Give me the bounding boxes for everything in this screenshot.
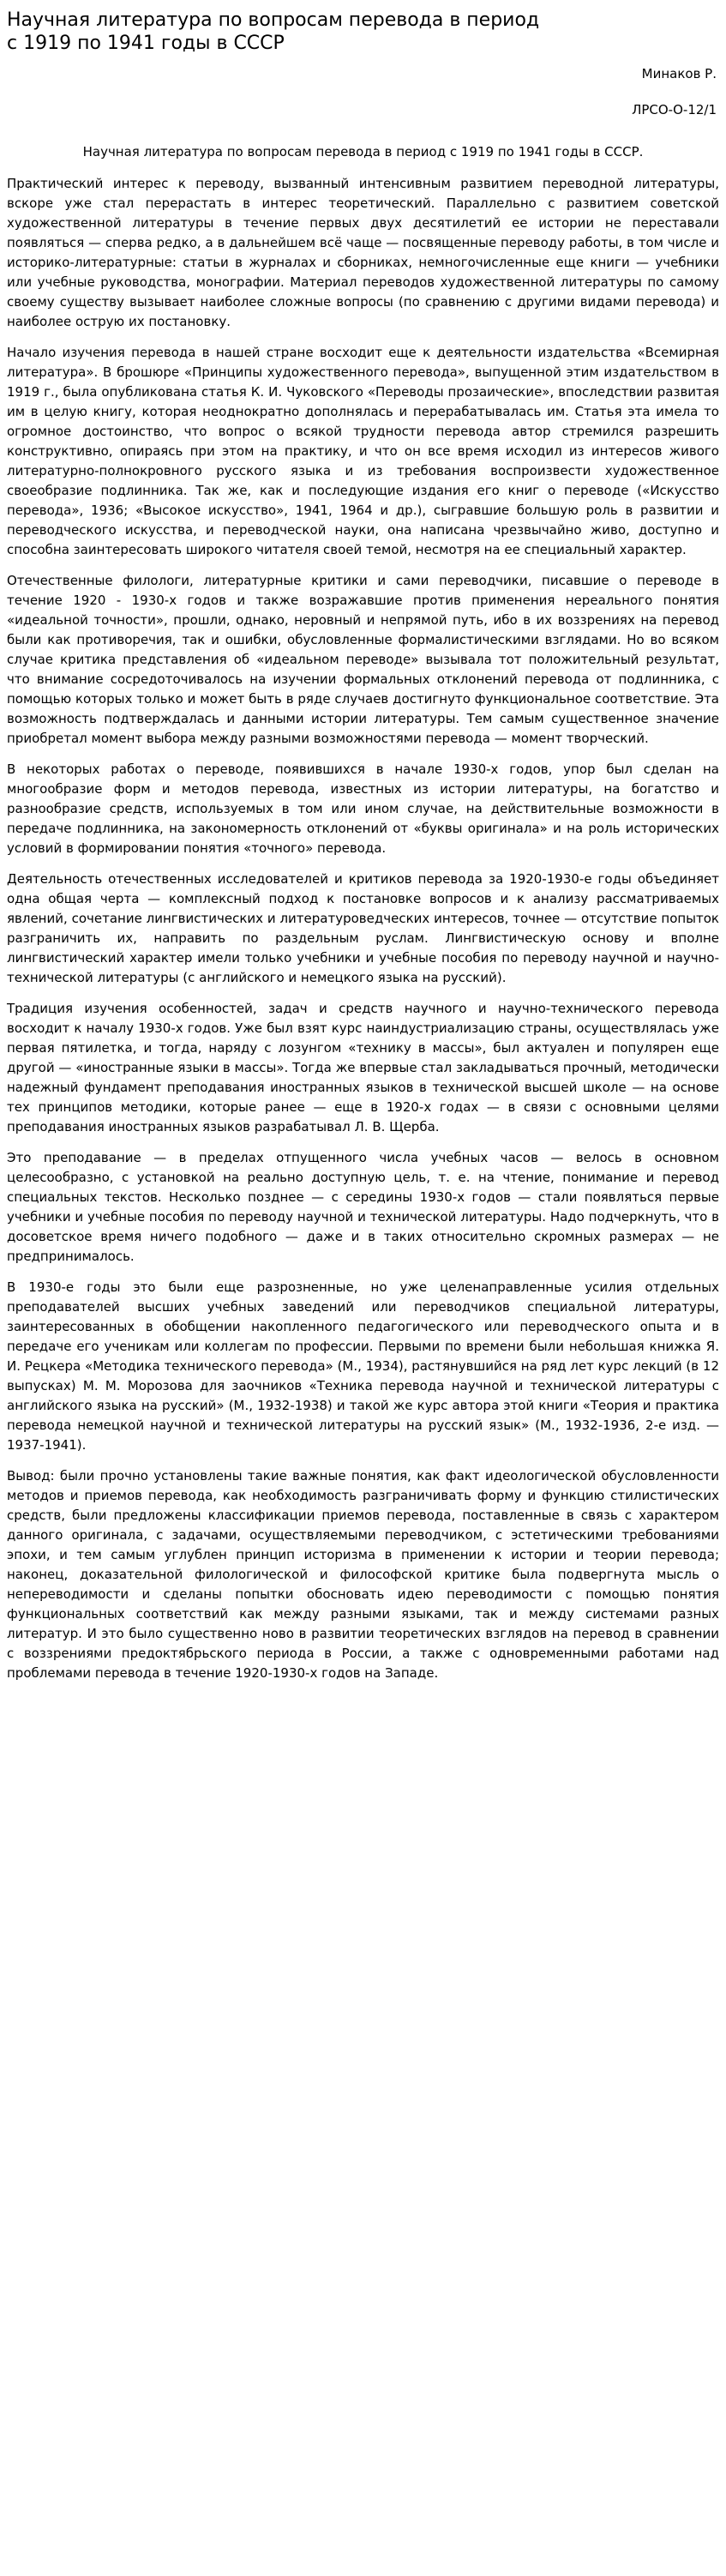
page-title: Научная литература по вопросам перевода в период с 1919 по 1941 годы в СССР	[7, 9, 540, 54]
paragraph: Отечественные филологи, литературные критики и сами переводчики, писавшие о переводе в течение 1920 - 1930-х годов и также возражавшие против применения нереального понятия «идеальной точности», прошли, однако, неровный и непрямой путь, ибо в их воззрениях на перевод были как противоречия, так и ошибки, обусловленные формалистическими взглядами. Но во всяком случае критика представления об «идеальном переводе» вызывала тот положительный результат, что внимание сосредоточивалось на изучении формальных отклонений перевода от подлинника, с помощью которых только и может быть в ряде случаев достигнуто функциональное соответствие. Эта возможность подтверждалась и данными истории литературы. Тем самым существенное значение приобретал момент выбора между разными возможностями перевода — момент творческий.	[7, 573, 719, 746]
paragraph: Вывод: были прочно установлены такие важные понятия, как факт идеологической обусловленности методов и приемов перевода, как необходимость разграничивать форму и функцию стилистических средств, были предложены классификации приемов перевода, поставленные в связь с характером данного оригинала, с задачами, осуществляемыми переводчиком, с эстетическими требованиями эпохи, и тем самым углублен принцип историзма в применении к истории и теории перевода; наконец, доказательной филологической и философской критике была подвергнута мысль о непереводимости и сделаны попытки обосновать идею переводимости с помощью понятия функциональных соответствий как между разными языками, так и между системами разных литератур. И это было существенно ново в развитии теоретических взглядов на перевод в сравнении с воззрениями предоктябрьского периода в России, а также с одновременными работами над проблемами перевода в течение 1920-1930-х годов на Западе.	[7, 1468, 719, 1681]
paragraph: В некоторых работах о переводе, появившихся в начале 1930-х годов, упор был сделан на многообразие форм и методов перевода, известных из истории литературы, на богатство и разнообразие средств, используемых в том или ином случае, на действительные возможности в передаче подлинника, на закономерность отклонений от «буквы оригинала» и на роль исторических условий в формировании понятия «точного» перевода.	[7, 761, 719, 856]
paragraph: Начало изучения перевода в нашей стране восходит еще к деятельности издательства «Всемирная литература». В брошюре «Принципы художественного перевода», выпущенной этим издательством в 1919 г., была опубликована статья К. И. Чуковского «Переводы прозаические», впоследствии развитая им в целую книгу, которая неоднократно дополнялась и перерабатывалась им. Статья эта имела то огромное достоинство, что вопрос о всякой трудности перевода автор стремился разрешить конструктивно, опираясь при этом на практику, и что он все время исходил из интересов живого литературно-полнокровного русского языка и из требования воспроизвести художественное своеобразие подлинника. Так же, как и последующие издания его книг о переводе («Искусство перевода», 1936; «Высокое искусство», 1941, 1964 и др.), сыгравшие большую роль в развитии и переводческого искусства, и переводческой науки, она написана чрезвычайно живо, доступно и способна заинтересовать широкого читателя своей темой, несмотря на ее специальный характер.	[7, 345, 719, 557]
document-body	[7, 174, 719, 1683]
paragraph: Практический интерес к переводу, вызванный интенсивным развитием переводной литературы, вскоре уже стал перерастать в интерес теоретический. Параллельно с развитием советской художественной литературы в течение первых двух десятилетий ее истории не переставали появляться — сперва редко, а в дальнейшем всё чаще — посвященные переводу работы, в том числе и историко-литературные: статьи в журналах и сборниках, немногочисленные еще книги — учебники или учебные руководства, монографии. Материал переводов художественной литературы по самому своему существу вызывает наиболее сложные вопросы (по сравнению с другими видами перевода) и наиболее острую их постановку.	[7, 176, 719, 329]
document-meta	[7, 65, 717, 118]
paragraph: Традиция изучения особенностей, задач и средств научного и научно-технического перевода восходит к началу 1930-х годов. Уже был взят курс наиндустриализацию страны, осуществлялась уже первая пятилетка, и тогда, наряду с лозунгом «технику в массы», был актуален и популярен еще другой — «иностранные языки в массы». Тогда же впервые стал закладываться прочный, методически надежный фундамент преподавания иностранных языков в технической высшей школе — на основе тех принципов методики, которые ранее — еще в 1920-х годах — в связи с основными целями преподавания иностранных языков разрабатывал Л. В. Щерба.	[7, 1001, 719, 1135]
paragraph: В 1930-е годы это были еще разрозненные, но уже целенаправленные усилия отдельных преподавателей высших учебных заведений или переводчиков специальной литературы, заинтересованных в обобщении накопленного педагогического или переводческого опыта и в передаче его ученикам или коллегам по профессии. Первыми по времени были небольшая книжка Я. И. Рецкера «Методика технического перевода» (М., 1934), растянувшийся на ряд лет курс лекций (в 12 выпусках) М. М. Морозова для заочников «Техника перевода научной и технической литературы с английского языка на русский» (М., 1932-1938) и такой же курс автора этой книги «Теория и практика перевода немецкой научной и технической литературы на русский язык» (М., 1932-1936, 2-е изд. — 1937-1941).	[7, 1279, 719, 1453]
document-code: ЛРСО-О-12/1	[632, 102, 717, 117]
author-name: Минаков Р.	[641, 66, 717, 81]
document-subtitle: Научная литература по вопросам перевода в период с 1919 по 1941 годы в СССР.	[82, 144, 644, 159]
paragraph: Деятельность отечественных исследователей и критиков перевода за 1920-1930-е годы объединяет одна общая черта — комплексный подход к постановке вопросов и к анализу рассматриваемых явлений, сочетание лингвистических и литературоведческих интересов, точнее — отсутствие попыток разграничить их, направить по раздельным руслам. Лингвистическую основу и вполне лингвистический характер имели только учебники и учебные пособия по переводу научной и научно-технической литературы (с английского и немецкого языка на русский).	[7, 871, 719, 985]
paragraph: Это преподавание — в пределах отпущенного числа учебных часов — велось в основном целесообразно, с установкой на реально доступную цель, т. е. на чтение, понимание и перевод специальных текстов. Несколько позднее — с середины 1930-х годов — стали появляться первые учебники и учебные пособия по переводу научной и технической литературы. Надо подчеркнуть, что в досоветское время ничего подобного — даже и в таких относительно скромных размерах — не предпринималось.	[7, 1150, 719, 1264]
